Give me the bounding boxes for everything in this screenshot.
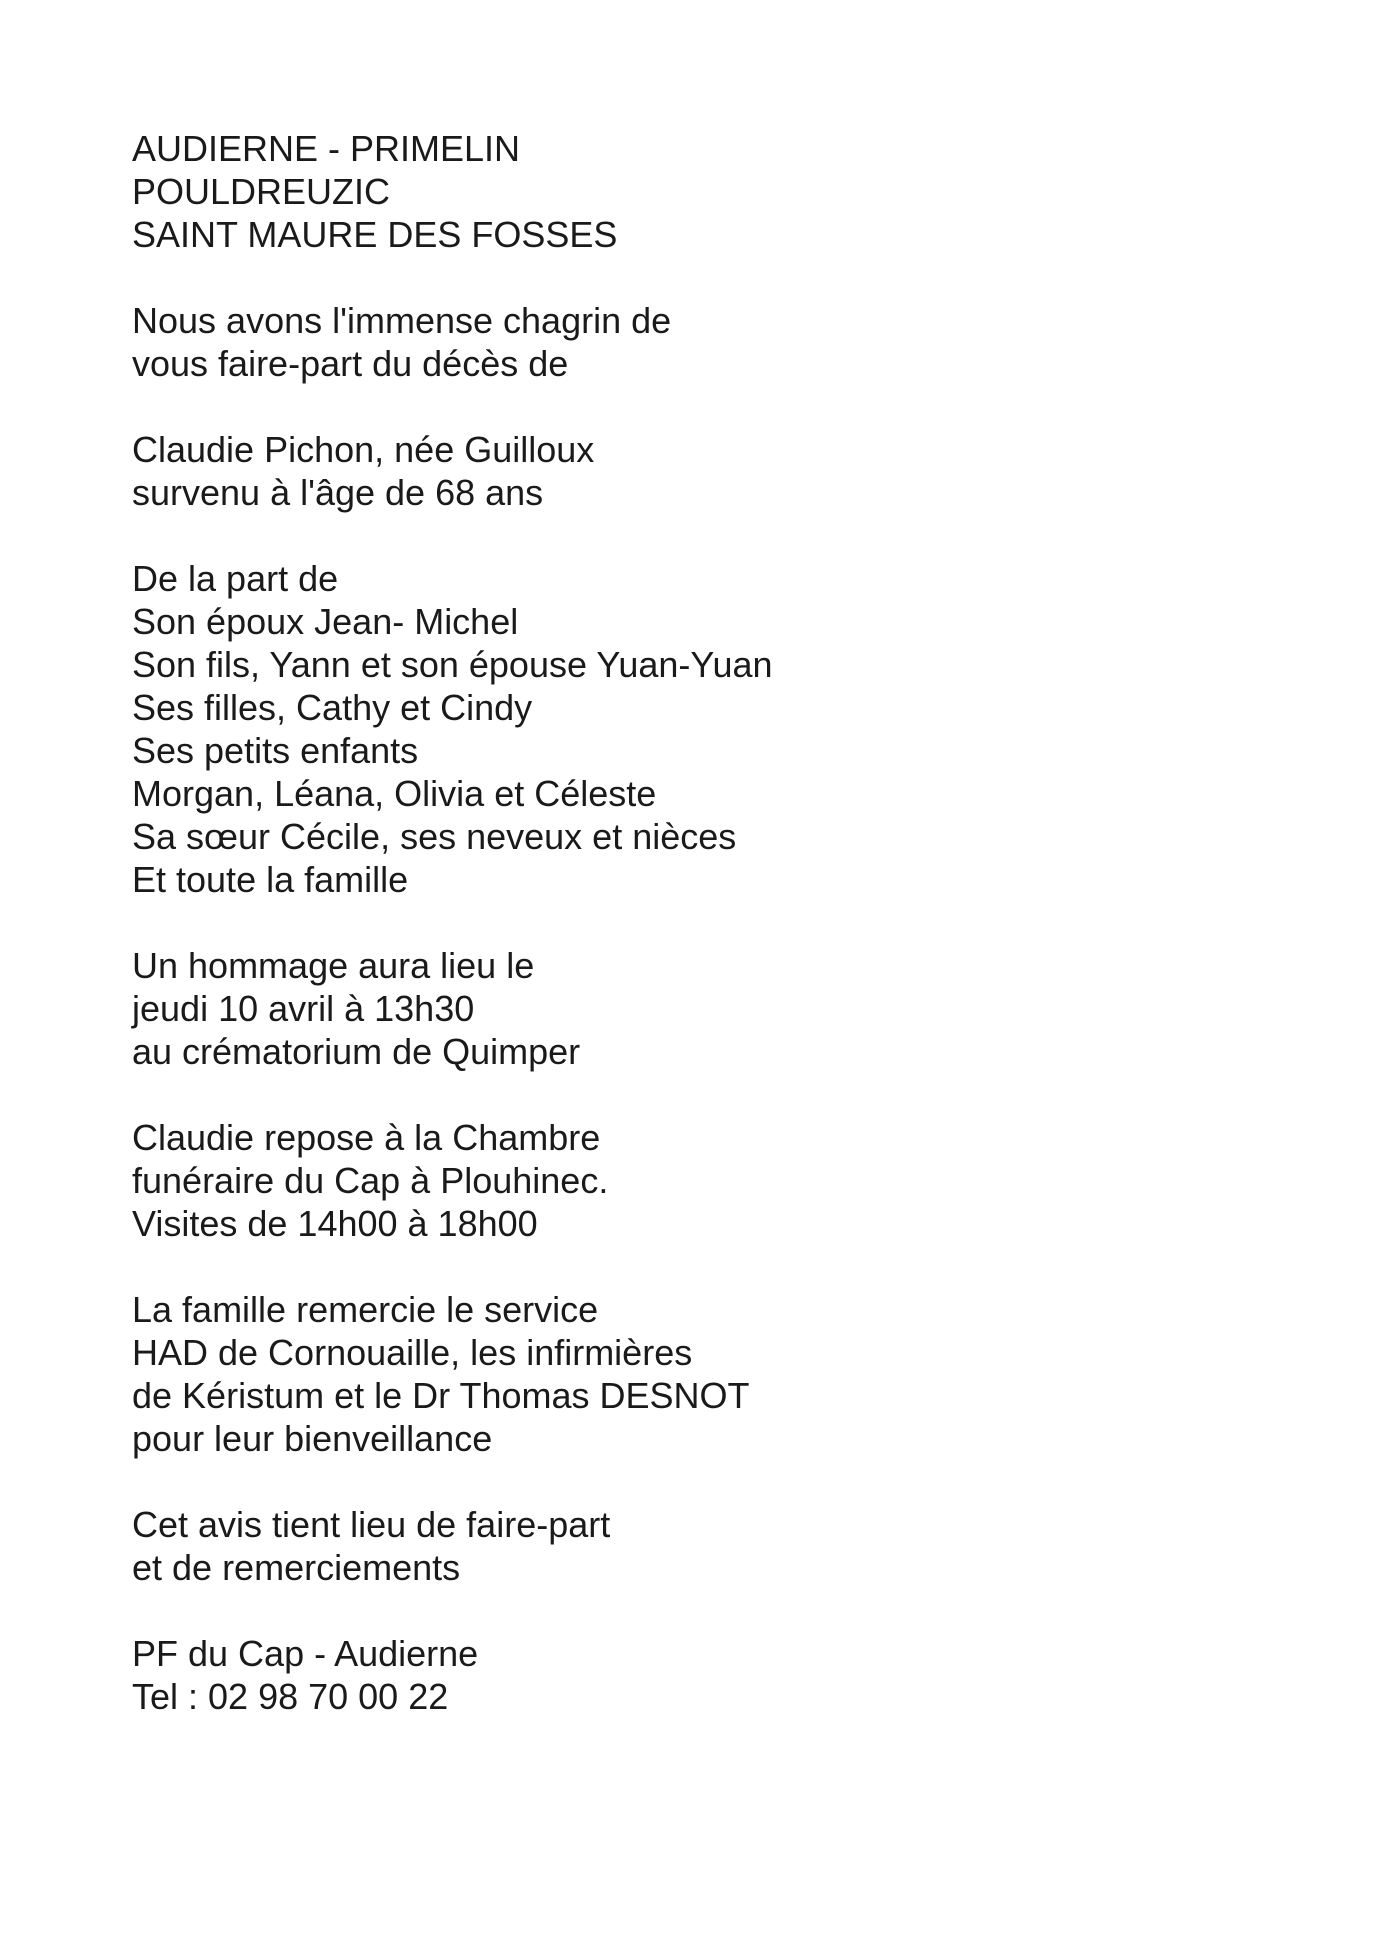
funeral-home-phone: Tel : 02 98 70 00 22 — [132, 1676, 449, 1717]
thanks-message — [132, 1288, 1232, 1460]
announcement — [132, 299, 1232, 385]
ceremony-info — [132, 944, 1232, 1073]
funeral-home-name: PF du Cap - Audierne — [132, 1633, 479, 1674]
family-line: Morgan, Léana, Olivia et Céleste — [132, 773, 657, 814]
ceremony-line: au crématorium de Quimper — [132, 1031, 581, 1072]
notice-note-line: et de remerciements — [132, 1547, 461, 1588]
family-line: De la part de — [132, 558, 339, 599]
deceased-info — [132, 428, 1232, 514]
deceased-age: survenu à l'âge de 68 ans — [132, 472, 544, 513]
thanks-line: pour leur bienveillance — [132, 1418, 493, 1459]
announcement-line: Nous avons l'immense chagrin de — [132, 300, 672, 341]
family-line: Et toute la famille — [132, 859, 409, 900]
visitation-line: Claudie repose à la Chambre — [132, 1117, 601, 1158]
ceremony-line: Un hommage aura lieu le — [132, 945, 535, 986]
funeral-home-contact — [132, 1632, 1232, 1718]
visitation-info — [132, 1116, 1232, 1245]
visitation-line: funéraire du Cap à Plouhinec. — [132, 1160, 609, 1201]
family-line: Son époux Jean- Michel — [132, 601, 519, 642]
deceased-name: Claudie Pichon, née Guilloux — [132, 429, 595, 470]
family-line: Ses petits enfants — [132, 730, 419, 771]
notice-note — [132, 1503, 1232, 1589]
header-locations — [132, 127, 1232, 256]
thanks-line: La famille remercie le service — [132, 1289, 599, 1330]
notice-note-line: Cet avis tient lieu de faire-part — [132, 1504, 611, 1545]
family-list — [132, 557, 1232, 901]
thanks-line: HAD de Cornouaille, les infirmières — [132, 1332, 693, 1373]
location-line: POULDREUZIC — [132, 171, 391, 212]
family-line: Sa sœur Cécile, ses neveux et nièces — [132, 816, 737, 857]
location-line: SAINT MAURE DES FOSSES — [132, 214, 618, 255]
announcement-line: vous faire-part du décès de — [132, 343, 569, 384]
location-line: AUDIERNE - PRIMELIN — [132, 128, 521, 169]
ceremony-line: jeudi 10 avril à 13h30 — [132, 988, 475, 1029]
obituary-notice — [132, 127, 1232, 1718]
visitation-line: Visites de 14h00 à 18h00 — [132, 1203, 538, 1244]
family-line: Son fils, Yann et son épouse Yuan-Yuan — [132, 644, 773, 685]
thanks-line: de Kéristum et le Dr Thomas DESNOT — [132, 1375, 750, 1416]
family-line: Ses filles, Cathy et Cindy — [132, 687, 533, 728]
